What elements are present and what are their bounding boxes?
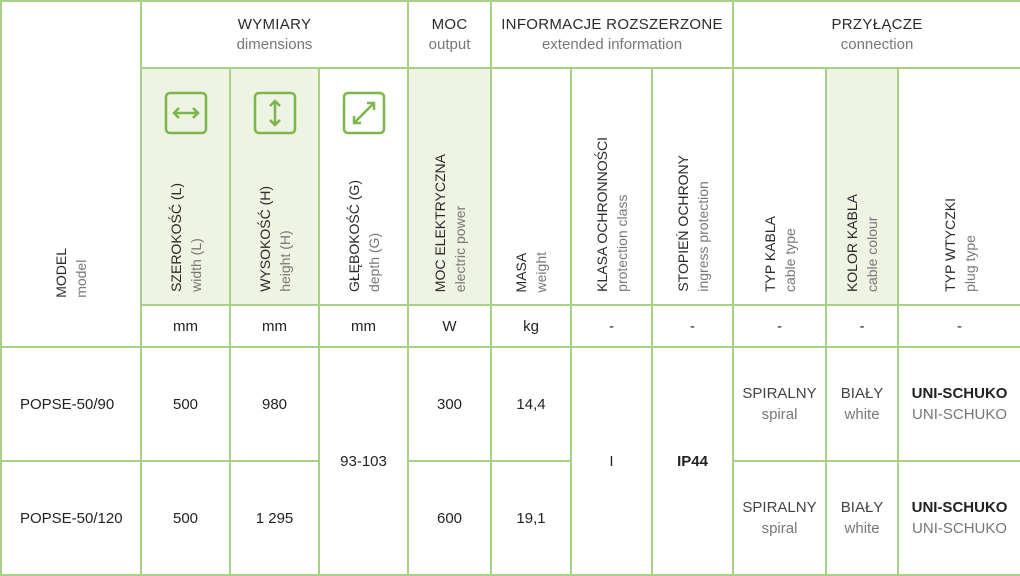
protection-class-header-cell (571, 68, 652, 305)
cable-type-header-pl: TYP KABLA (761, 215, 778, 292)
model-header-cell (1, 1, 141, 347)
protection-class-unit: - (571, 305, 652, 347)
cable-colour-header-cell (826, 68, 898, 305)
height-value: 1 295 (230, 461, 319, 575)
plug-type-header-en: plug type (961, 235, 978, 292)
plug-type-en: UNI-SCHUKO (912, 406, 1008, 423)
plug-type-header-pl: TYP WTYCZKI (941, 198, 958, 292)
cable-colour-value (826, 461, 898, 575)
horizontal-arrows-icon (164, 91, 208, 135)
cable-type-pl: SPIRALNY (742, 499, 817, 516)
model-name: POPSE-50/120 (1, 461, 141, 575)
plug-type-pl: UNI-SCHUKO (911, 385, 1008, 402)
group-output-pl: MOC (431, 16, 468, 33)
width-value: 500 (141, 347, 230, 461)
mass-value: 19,1 (491, 461, 571, 575)
depth-header-pl: GŁĘBOKOŚĆ (G) (345, 179, 362, 292)
ingress-header-cell (652, 68, 733, 305)
group-connection (733, 1, 1020, 68)
height-header-en: height (H) (276, 230, 293, 292)
width-value: 500 (141, 461, 230, 575)
protection-class-value: I (571, 347, 652, 575)
cable-colour-value (826, 347, 898, 461)
group-extended-pl: INFORMACJE ROZSZERZONE (501, 16, 723, 33)
vertical-arrows-icon (253, 91, 297, 135)
height-header-pl: WYSOKOŚĆ (H) (256, 186, 273, 292)
group-extended-en: extended information (541, 36, 683, 53)
protection-class-header-en: protection class (613, 194, 630, 292)
cable-colour-en: white (844, 406, 880, 423)
group-extended (491, 1, 733, 68)
power-value: 600 (408, 461, 491, 575)
mass-value: 14,4 (491, 347, 571, 461)
plug-type-en: UNI-SCHUKO (912, 520, 1008, 537)
group-connection-en: connection (840, 36, 914, 53)
diagonal-arrows-icon (342, 91, 386, 135)
depth-unit: mm (319, 305, 408, 347)
model-name: POPSE-50/90 (1, 347, 141, 461)
cable-type-header-cell (733, 68, 826, 305)
cable-colour-pl: BIAŁY (840, 385, 884, 402)
group-output-en: output (428, 36, 471, 53)
plug-type-unit: - (898, 305, 1020, 347)
height-value: 980 (230, 347, 319, 461)
cable-colour-pl: BIAŁY (840, 499, 884, 516)
height-header-cell (230, 68, 319, 305)
ingress-header-pl: STOPIEŃ OCHRONY (674, 155, 691, 292)
group-dimensions-pl: WYMIARY (237, 16, 312, 33)
group-output (408, 1, 491, 68)
depth-header-en: depth (G) (365, 232, 382, 292)
group-connection-pl: PRZYŁĄCZE (831, 16, 923, 33)
ingress-unit: - (652, 305, 733, 347)
cable-type-value (733, 461, 826, 575)
cable-colour-header-pl: KOLOR KABLA (844, 193, 861, 292)
width-header-en: width (L) (187, 238, 204, 292)
cable-type-header-en: cable type (781, 228, 798, 292)
power-value: 300 (408, 347, 491, 461)
mass-header-en: weight (533, 251, 550, 292)
cable-type-pl: SPIRALNY (742, 385, 817, 402)
power-header-en: electric power (451, 205, 468, 292)
model-header-en: model (73, 259, 89, 298)
table-row (1, 347, 1020, 461)
plug-type-value (898, 347, 1020, 461)
plug-type-header-cell (898, 68, 1020, 305)
table-row (1, 461, 1020, 575)
protection-class-header-pl: KLASA OCHRONNOŚCI (593, 137, 610, 292)
power-unit: W (408, 305, 491, 347)
power-header-pl: MOC ELEKTRYCZNA (431, 153, 448, 292)
cable-colour-unit: - (826, 305, 898, 347)
group-dimensions-en: dimensions (236, 36, 313, 53)
height-unit: mm (230, 305, 319, 347)
mass-header-pl: MASA (513, 252, 530, 292)
mass-header-cell (491, 68, 571, 305)
cable-colour-header-en: cable colour (864, 216, 881, 292)
group-dimensions (141, 1, 408, 68)
cable-type-unit: - (733, 305, 826, 347)
power-header-cell (408, 68, 491, 305)
mass-unit: kg (491, 305, 571, 347)
ingress-value: IP44 (652, 347, 733, 575)
cable-type-en: spiral (761, 520, 798, 537)
ingress-header-en: ingress protection (694, 181, 711, 292)
depth-value: 93-103 (319, 347, 408, 575)
model-header-pl: MODEL (53, 248, 69, 298)
plug-type-pl: UNI-SCHUKO (911, 499, 1008, 516)
depth-header-cell (319, 68, 408, 305)
width-header-pl: SZEROKOŚĆ (L) (167, 183, 184, 292)
cable-type-value (733, 347, 826, 461)
width-header-cell (141, 68, 230, 305)
cable-colour-en: white (844, 520, 880, 537)
cable-type-en: spiral (761, 406, 798, 423)
plug-type-value (898, 461, 1020, 575)
width-unit: mm (141, 305, 230, 347)
